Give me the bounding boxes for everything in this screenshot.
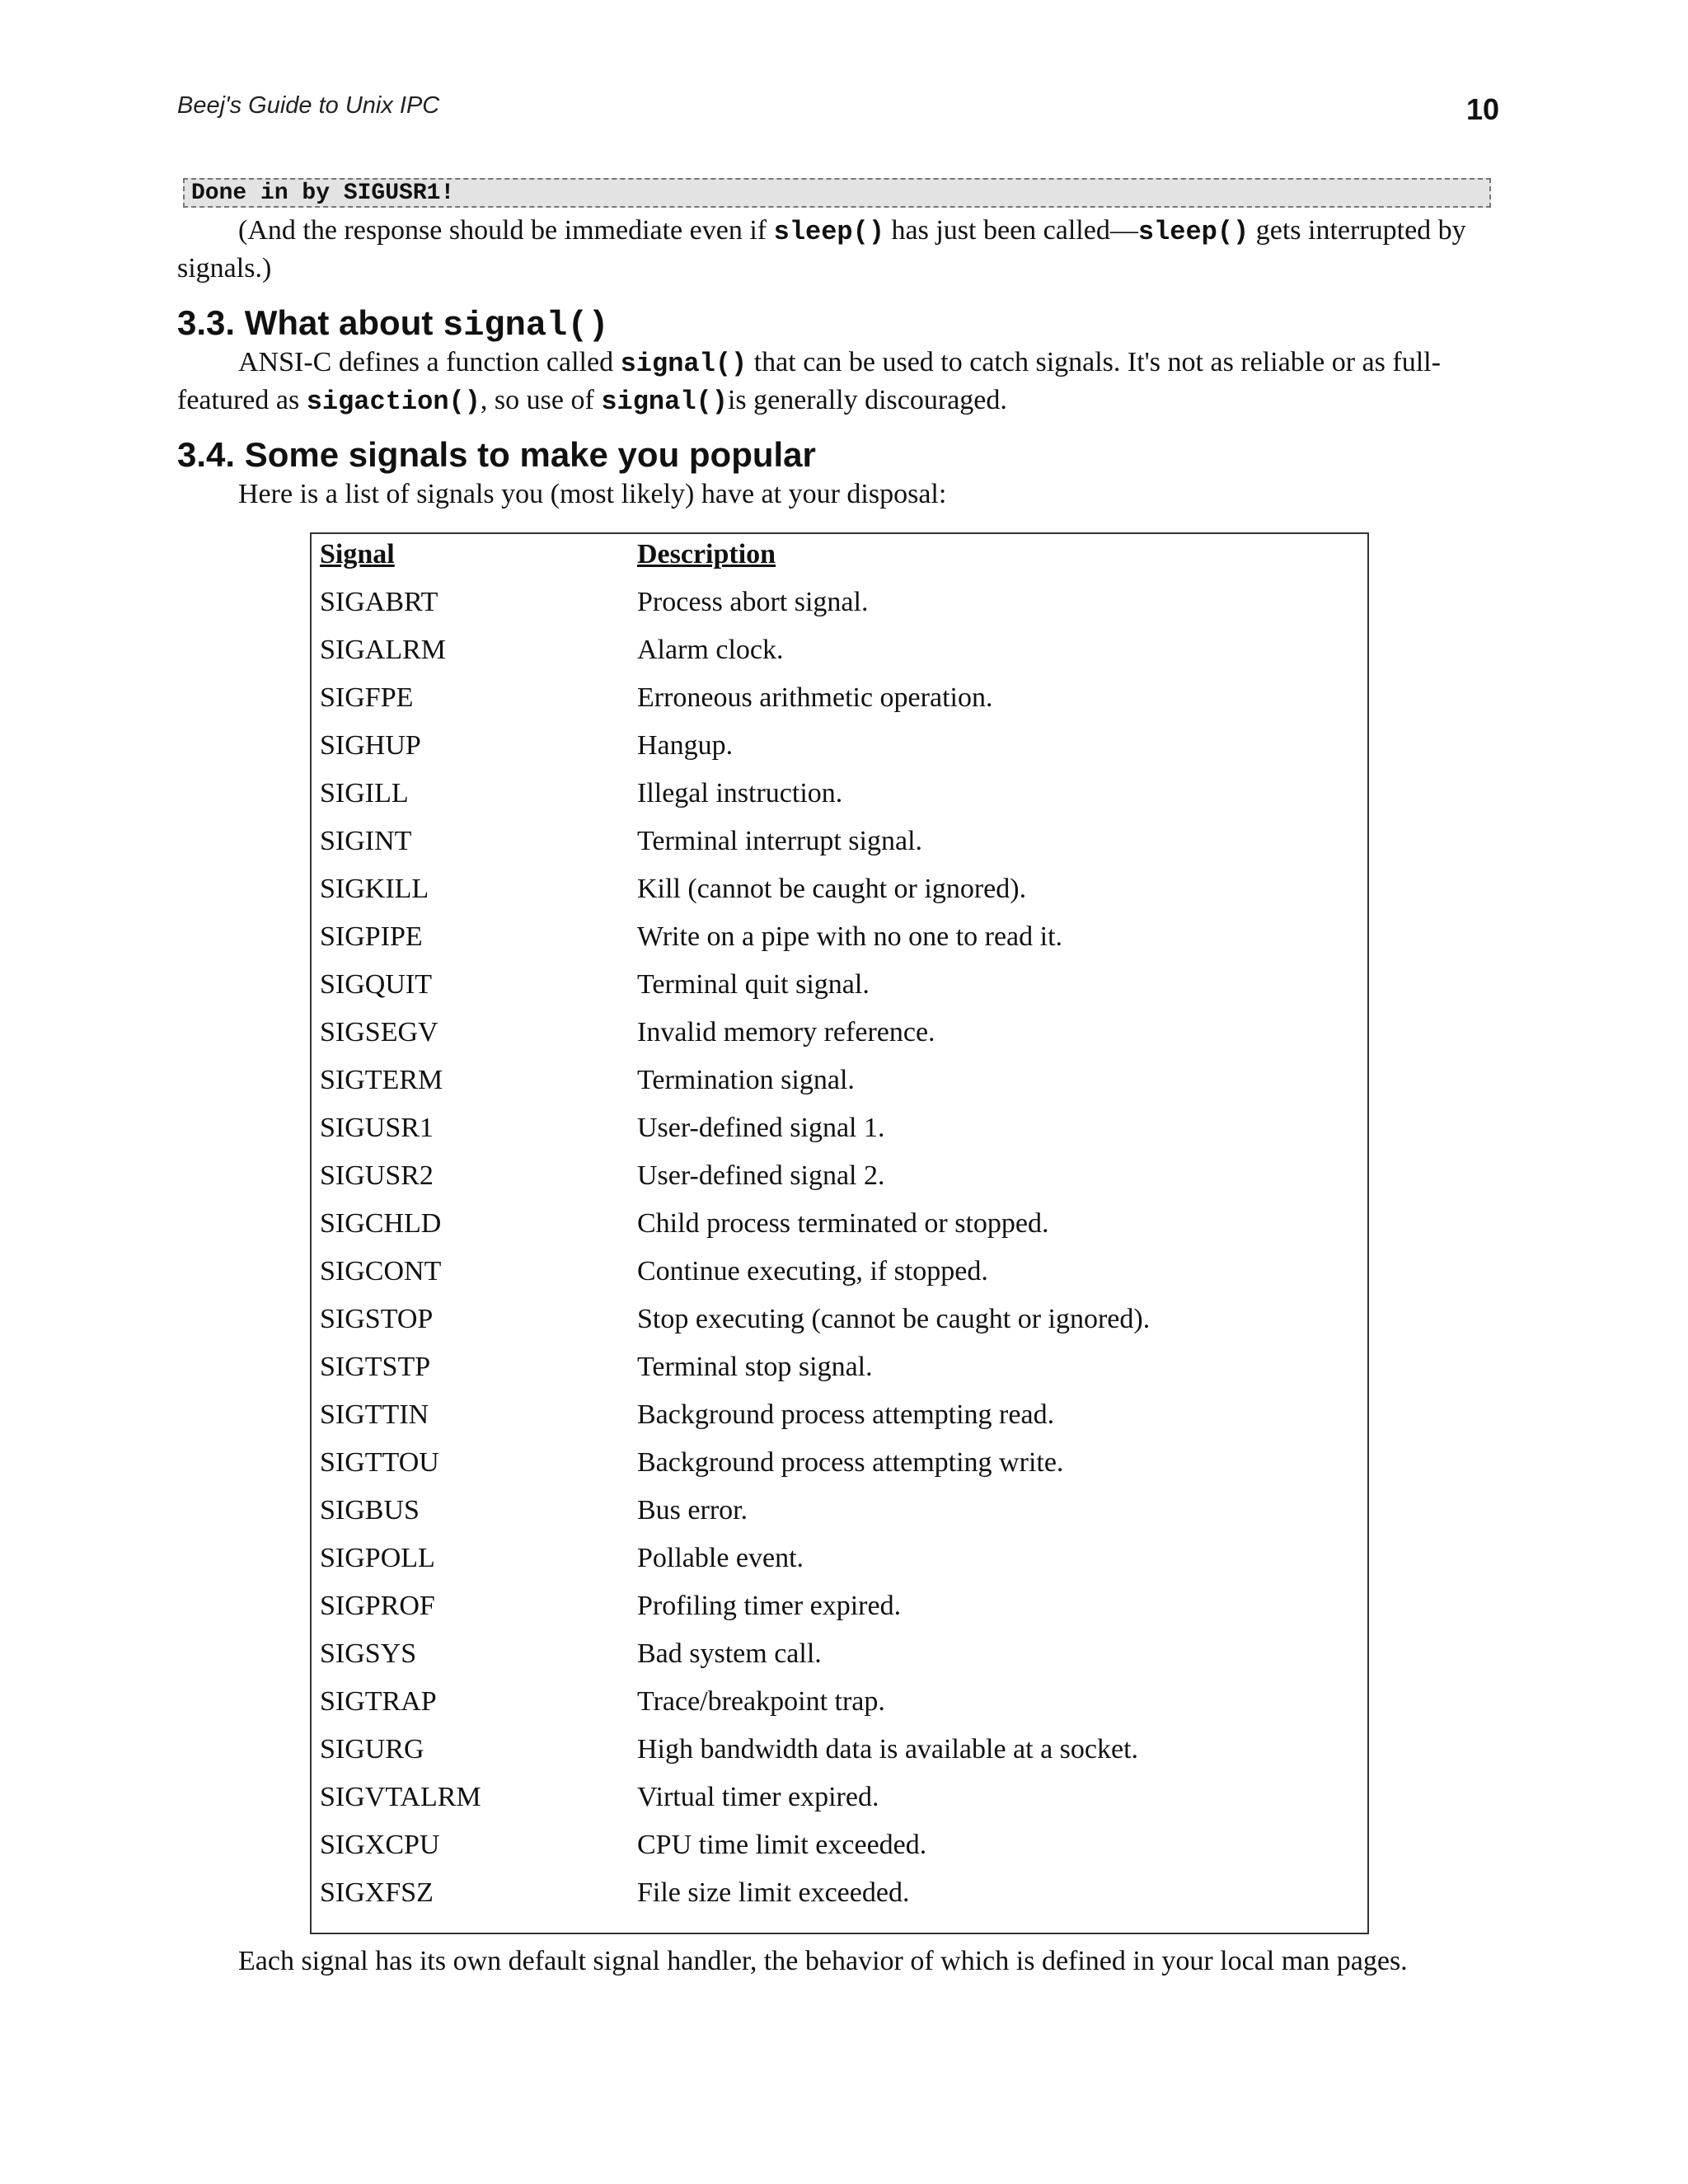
signal-description: Terminal stop signal. <box>637 1352 873 1382</box>
table-row <box>320 730 1358 778</box>
table-row <box>320 826 1358 874</box>
code-output-block <box>183 178 1491 208</box>
signal-name: SIGPROF <box>320 1591 435 1621</box>
signal-name: SIGXFSZ <box>320 1877 434 1908</box>
signal-name: SIGUSR2 <box>320 1160 434 1191</box>
signal-name: SIGVTALRM <box>320 1782 481 1812</box>
table-row <box>320 921 1358 969</box>
signal-name: SIGUSR1 <box>320 1113 434 1143</box>
signal-description: File size limit exceeded. <box>637 1877 910 1908</box>
paragraph-sleep-interrupted <box>177 213 1500 287</box>
table-header-row <box>320 539 1358 587</box>
signal-description: Termination signal. <box>637 1065 855 1095</box>
signal-name: SIGSYS <box>320 1638 417 1669</box>
table-row <box>320 1686 1358 1734</box>
table-row <box>320 1734 1358 1782</box>
inline-code: sleep() <box>773 217 885 247</box>
running-header-title: Beej's Guide to Unix IPC <box>177 92 440 119</box>
page-number: 10 <box>1465 92 1499 126</box>
signal-description: Bad system call. <box>637 1638 822 1669</box>
signal-description: Illegal instruction. <box>637 778 843 808</box>
signal-name: SIGHUP <box>320 730 421 761</box>
inline-code: signal() <box>620 349 748 379</box>
table-row <box>320 1591 1358 1638</box>
header-signal: Signal <box>320 539 395 569</box>
signal-description: CPU time limit exceeded. <box>637 1830 927 1860</box>
table-row <box>320 1208 1358 1256</box>
paragraph-text: gets interrupted by signals.) <box>177 215 1466 284</box>
signal-name: SIGSTOP <box>320 1304 434 1334</box>
table-row <box>320 1352 1358 1399</box>
table-row <box>320 1256 1358 1304</box>
signal-description: Process abort signal. <box>637 587 869 617</box>
signal-description: Invalid memory reference. <box>637 1017 935 1047</box>
signal-description: Terminal interrupt signal. <box>637 826 923 856</box>
table-row <box>320 682 1358 730</box>
paragraph-text: (And the response should be immediate even if <box>238 215 774 246</box>
signal-description: Stop executing (cannot be caught or ignored). <box>637 1304 1151 1334</box>
signal-description: User-defined signal 2. <box>637 1160 885 1191</box>
signal-name: SIGPIPE <box>320 921 423 952</box>
signal-description: Trace/breakpoint trap. <box>637 1686 885 1717</box>
paragraph-text: , so use of <box>480 385 602 415</box>
signal-description: Kill (cannot be caught or ignored). <box>637 874 1027 904</box>
signal-name: SIGTSTP <box>320 1352 431 1382</box>
paragraph-text: has just been called— <box>884 215 1138 246</box>
heading-text: 3.3. What about <box>177 303 443 342</box>
signal-description: Background process attempting read. <box>637 1399 1055 1430</box>
signal-description: Virtual timer expired. <box>637 1782 879 1812</box>
signal-name: SIGPOLL <box>320 1543 435 1573</box>
inline-code: sleep() <box>1137 217 1250 247</box>
table-row <box>320 874 1358 921</box>
signal-name: SIGFPE <box>320 682 414 713</box>
table-row <box>320 635 1358 682</box>
table-row <box>320 1782 1358 1830</box>
signal-description: Bus error. <box>637 1495 748 1526</box>
signal-description: Erroneous arithmetic operation. <box>637 682 993 713</box>
section-heading-3-3 <box>177 303 609 345</box>
signal-description: Hangup. <box>637 730 734 761</box>
signal-description: Pollable event. <box>637 1543 804 1573</box>
paragraph-text: that can be used to catch signals. It's not as reliable or as full-featured as <box>177 347 1441 415</box>
signal-name: SIGCHLD <box>320 1208 442 1239</box>
inline-code: signal() <box>601 387 728 417</box>
signal-name: SIGCONT <box>320 1256 442 1286</box>
signal-description: Alarm clock. <box>637 635 784 665</box>
signal-name: SIGABRT <box>320 587 438 617</box>
table-row <box>320 1304 1358 1352</box>
table-row <box>320 1877 1358 1925</box>
signal-table <box>310 532 1369 1934</box>
table-row <box>320 1495 1358 1543</box>
signal-name: SIGTERM <box>320 1065 443 1095</box>
paragraph-signal-function <box>177 344 1500 420</box>
signal-description: Profiling timer expired. <box>637 1591 902 1621</box>
signal-name: SIGBUS <box>320 1495 420 1526</box>
signal-name: SIGALRM <box>320 635 447 665</box>
signal-name: SIGSEGV <box>320 1017 438 1047</box>
signal-name: SIGILL <box>320 778 409 808</box>
signal-name: SIGQUIT <box>320 969 432 1000</box>
signal-name: SIGXCPU <box>320 1830 440 1860</box>
signal-description: Child process terminated or stopped. <box>637 1208 1049 1239</box>
paragraph-text: ANSI-C defines a function called <box>238 347 621 377</box>
table-row <box>320 778 1358 826</box>
signal-description: User-defined signal 1. <box>637 1113 885 1143</box>
signal-name: SIGTRAP <box>320 1686 437 1717</box>
table-row <box>320 969 1358 1017</box>
header-description: Description <box>637 539 776 569</box>
signal-name: SIGTTIN <box>320 1399 429 1430</box>
table-row <box>320 1543 1358 1591</box>
table-row <box>320 1113 1358 1160</box>
heading-code: signal() <box>443 306 609 345</box>
signal-description: Write on a pipe with no one to read it. <box>637 921 1063 952</box>
table-row <box>320 1160 1358 1208</box>
paragraph-signals-intro: Here is a list of signals you (most likely) have at your disposal: <box>238 479 947 509</box>
signal-description: Continue executing, if stopped. <box>637 1256 988 1286</box>
table-row <box>320 1830 1358 1877</box>
signal-name: SIGTTOU <box>320 1447 439 1478</box>
table-row <box>320 1065 1358 1113</box>
inline-code: sigaction() <box>306 387 481 417</box>
table-row <box>320 1399 1358 1447</box>
signal-description: Background process attempting write. <box>637 1447 1064 1478</box>
paragraph-text: is generally discouraged. <box>727 385 1007 415</box>
code-output-text: Done in by SIGUSR1! <box>191 180 455 206</box>
table-row <box>320 587 1358 635</box>
signal-description: Terminal quit signal. <box>637 969 870 1000</box>
signal-name: SIGURG <box>320 1734 424 1765</box>
signal-description: High bandwidth data is available at a socket. <box>637 1734 1139 1765</box>
section-heading-3-4: 3.4. Some signals to make you popular <box>177 435 816 474</box>
signal-name: SIGKILL <box>320 874 429 904</box>
table-row <box>320 1638 1358 1686</box>
signal-name: SIGINT <box>320 826 412 856</box>
paragraph-default-handler: Each signal has its own default signal handler, the behavior of which is defined in your local man pages. <box>238 1946 1408 1976</box>
table-row <box>320 1447 1358 1495</box>
table-row <box>320 1017 1358 1065</box>
